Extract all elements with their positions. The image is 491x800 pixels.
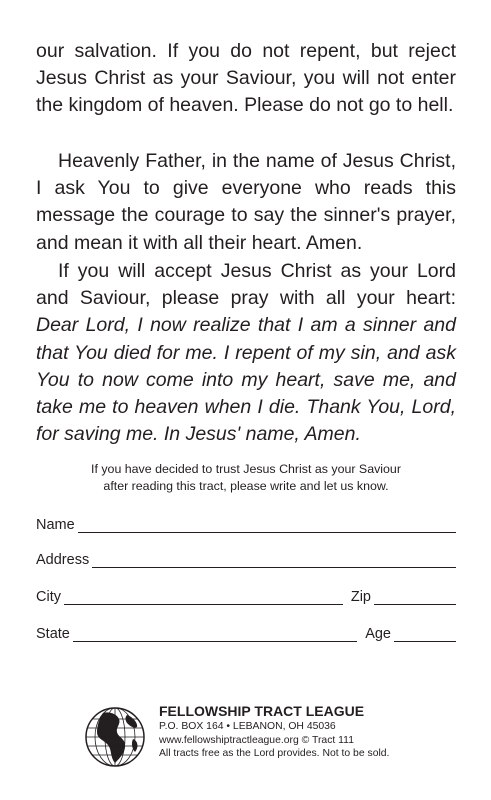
distribution-note: All tracts free as the Lord provides. Not to be sold. xyxy=(159,748,390,759)
address-field-row xyxy=(36,546,456,568)
state-age-field-row xyxy=(36,620,456,642)
sinners-prayer: Dear Lord, I now realize that I am a sinner and that You died for me. I repent of my sin, and ask You to now come into my heart, save me, and take me to heaven when I die. Thank You, Lord, for saving me. In Jesus' name, Amen. xyxy=(36,314,456,446)
name-field-row xyxy=(36,511,456,533)
city-label: City xyxy=(36,589,61,605)
body-paragraph-3 xyxy=(36,258,456,448)
response-invitation xyxy=(36,461,456,495)
globe-logo-icon xyxy=(83,705,147,769)
state-line[interactable] xyxy=(73,625,357,642)
address-line[interactable] xyxy=(92,551,456,568)
name-label: Name xyxy=(36,517,75,533)
state-label: State xyxy=(36,626,70,642)
age-line[interactable] xyxy=(394,625,456,642)
age-label: Age xyxy=(365,626,391,642)
org-address: P.O. BOX 164 • LEBANON, OH 45036 xyxy=(159,721,336,732)
name-line[interactable] xyxy=(78,516,456,533)
prayer-intro: If you will accept Jesus Christ as your Lord and Saviour, please pray with all your heart: xyxy=(36,260,456,310)
publisher-info xyxy=(159,703,389,761)
publisher-footer xyxy=(83,703,443,773)
city-zip-field-row xyxy=(36,583,456,605)
zip-label: Zip xyxy=(350,589,371,605)
body-paragraph-2: Heavenly Father, in the name of Jesus Christ, I ask You to give everyone who reads this message the courage to say the sinner's prayer, and mean it with all their heart. Amen. xyxy=(36,150,456,254)
org-name: FELLOWSHIP TRACT LEAGUE xyxy=(159,703,365,719)
address-label: Address xyxy=(36,552,90,568)
city-line[interactable] xyxy=(64,588,343,605)
response-line-2: after reading this tract, please write and let us know. xyxy=(103,479,389,493)
response-line-1: If you have decided to trust Jesus Christ as your Saviour xyxy=(91,462,401,476)
body-paragraph-1: our salvation. If you do not repent, but reject Jesus Christ as your Saviour, you will not enter the kingdom of heaven. Please do not go to hell. xyxy=(36,40,456,117)
org-website[interactable]: www.fellowshiptractleague.org © Tract 111 xyxy=(159,734,354,746)
zip-line[interactable] xyxy=(374,588,456,605)
